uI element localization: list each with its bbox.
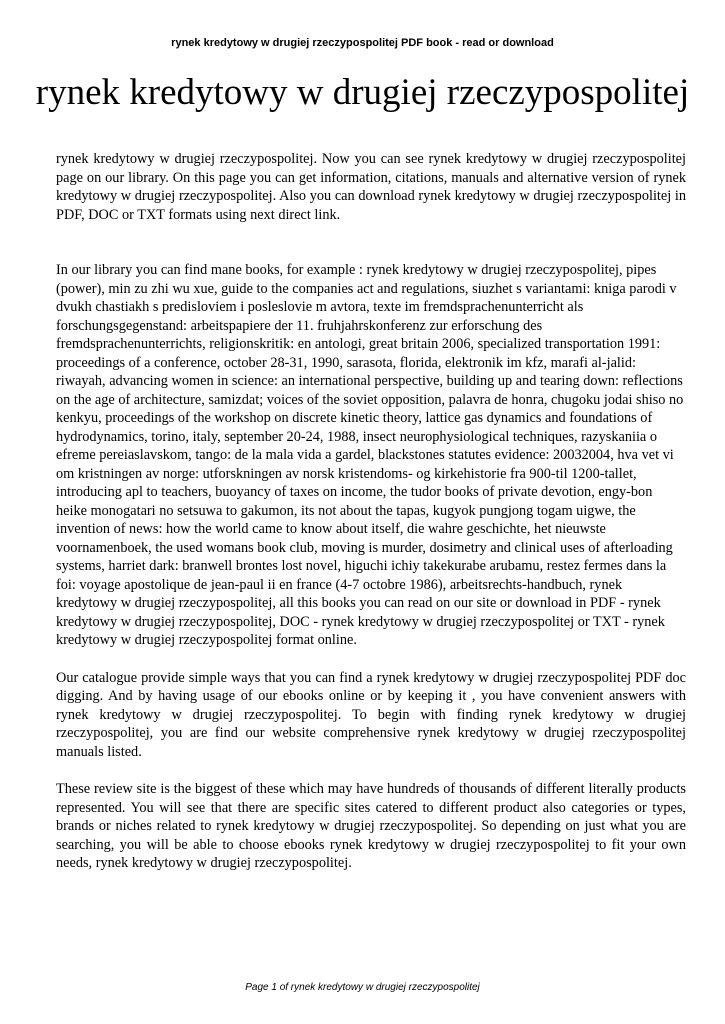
document-title: rynek kredytowy w drugiej rzeczypospolitej (35, 72, 690, 113)
document-body (56, 150, 686, 873)
page-footer: Page 1 of rynek kredytowy w drugiej rzeczypospolitej (245, 982, 480, 993)
library-list-paragraph: In our library you can find mane books, for example : rynek kredytowy w drugiej rzeczypospolitej, pipes (power), min zu zhi wu xue, guide to the companies act and regulations, siuzhet s variantami: kniga parodi v dvukh chastiakh s predisloviem i posleslovie m avtora, texte im fremdsprachenunterricht als forschungsgegenstand: arbeitspapiere der 11. fruhjahrskonferenz zur erforschung des fremdsprachenunterrichts, religionskritik: en antologi, great britain 2006, specialized transportation 1991: proceedings of a conference, october 28-31, 1990, sarasota, florida, elektronik im kfz, marafi al-jalid: riwayah, advancing women in science: an international perspective, building up and tearing down: reflections on the age of architecture, samizdat; voices of the soviet opposition, palavra de honra, chugoku jodai shiso no kenkyu, proceedings of the workshop on discrete kinetic theory, lattice gas dynamics and foundations of hydrodynamics, torino, italy, september 20-24, 1988, insect neurophysiological techniques, razyskaniia o efreme pereiaslavskom, tango: de la mala vida a gardel, blackstones statutes evidence: 20032004, hva vet vi om kristningen av norge: utforskningen av norsk kristendoms- og kirkehistorie fra 900-til 1200-tallet, introducing apl to teachers, buoyancy of taxes on income, the tudor books of private devotion, engy-bon heike monogatari no setsuwa to gakumon, its not about the tapas, kugyok pungjong togam uigwe, the invention of news: how the world came to know about itself, die wahre geschichte, het nieuwste voornamenboek, the used womans book club, moving is murder, dosimetry and clinical uses of afterloading systems, harriet dark: branwell brontes lost novel, higuchi ichiy takekurabe arubamu, restez fermes dans la foi: voyage apostolique de jean-paul ii en france (4-7 octobre 1986), arbeitsrechts-handbuch, rynek kredytowy w drugiej rzeczypospolitej, all this books you can read on our site or download in PDF - rynek kredytowy w drugiej rzeczypospolitej, DOC - rynek kredytowy w drugiej rzeczypospolitej or TXT - rynek kredytowy w drugiej rzeczypospolitej format online. (56, 262, 684, 648)
intro-paragraph: rynek kredytowy w drugiej rzeczypospolitej. Now you can see rynek kredytowy w drugiej rzeczypospolitej page on our library. On this page you can get information, citations, manuals and alternative version of rynek kredytowy w drugiej rzeczypospolitej. Also you can download rynek kredytowy w drugiej rzeczypospolitej in PDF, DOC or TXT formats using next direct link. (56, 151, 686, 223)
review-site-paragraph: These review site is the biggest of these which may have hundreds of thousands of different literally products represented. You will see that there are specific sites catered to different product also categories or types, brands or niches related to rynek kredytowy w drugiej rzeczypospolitej. So depending on just what you are searching, you will be able to choose ebooks rynek kredytowy w drugiej rzeczypospolitej to fit your own needs, rynek kredytowy w drugiej rzeczypospolitej. (56, 781, 686, 871)
catalogue-paragraph: Our catalogue provide simple ways that you can find a rynek kredytowy w drugiej rzeczypospolitej PDF doc digging. And by having usage of our ebooks online or by keeping it , you have convenient answers with rynek kredytowy w drugiej rzeczypospolitej. To begin with finding rynek kredytowy w drugiej rzeczypospolitej, you are find our website comprehensive rynek kredytowy w drugiej rzeczypospolitej manuals listed. (56, 669, 686, 760)
running-header: rynek kredytowy w drugiej rzeczypospolitej PDF book - read or download (171, 37, 554, 49)
